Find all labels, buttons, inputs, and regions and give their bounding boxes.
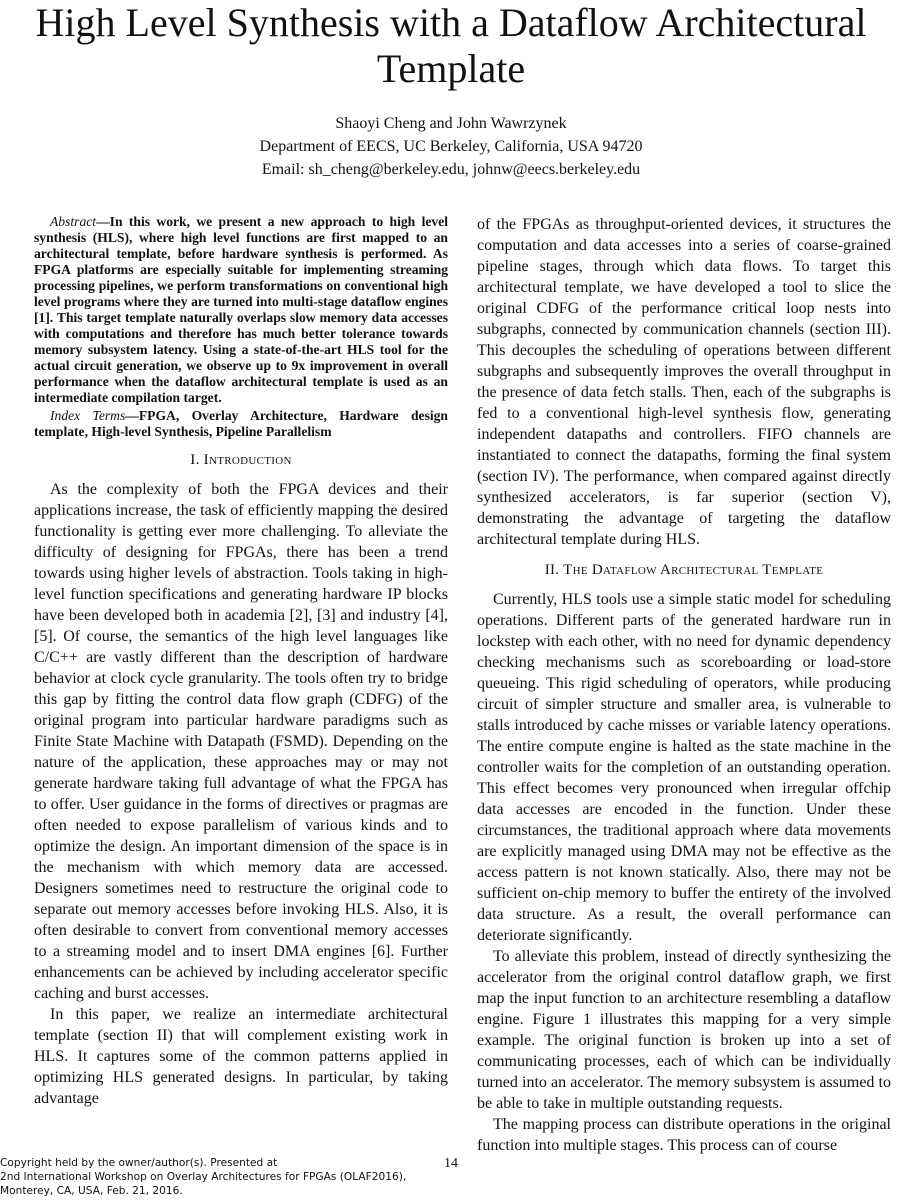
author-block — [0, 112, 902, 181]
page-number: 14 — [444, 1156, 458, 1171]
dataflow-paragraph-1: Currently, HLS tools use a simple static model for scheduling operations. Different parts of the generated hardware run in lockstep with each other, with no need for dynamic dependency checking mechanisms such as scoreboarding or load-store queueing. This rigid scheduling of operators, while producing circuit of simpler structure and smaller area, is vulnerable to stalls introduced by cache misses or variable latency operations. The entire compute engine is halted as the state machine in the controller waits for the completion of an outstanding operation. This effect becomes very pronounced when irregular offchip data accesses are encoded in the function. Under these circumstances, the traditional approach where data movements are explicitly managed using DMA may not be effective as the access pattern is not known statically. Also, there may not be sufficient on-chip memory to buffer the entirety of the involved data structure. As a result, the overall performance can deteriorate significantly. — [477, 591, 891, 944]
paper-title — [0, 0, 902, 92]
title-line-2: Template — [376, 46, 526, 91]
right-column — [477, 214, 891, 1156]
footnote-line-2: 2nd International Workshop on Overlay Architectures for FPGAs (OLAF2016), — [0, 1171, 407, 1183]
intro-paragraph-2-continued: of the FPGAs as throughput-oriented devices, it structures the computation and data accesses into a series of coarse-grained pipeline stages, through which data flows. To target this architectural template, we have developed a tool to slice the original CDFG of the performance critical loop nests into subgraphs, connected by communication channels (section III). This decouples the scheduling of operations between different subgraphs and subsequently improves the overall throughput in the presence of data fetch stalls. Then, each of the subgraphs is fed to a conventional high-level synthesis flow, generating independent datapaths and controllers. FIFO channels are instantiated to connect the datapaths, forming the final system (section IV). The performance, when compared against directly synthesized accelerators, is far superior (section V), demonstrating the advantage of targeting the dataflow architectural template during HLS. — [477, 216, 891, 548]
title-line-1: High Level Synthesis with a Dataflow Architectural — [35, 0, 867, 45]
author-affiliation: Department of EECS, UC Berkeley, California, USA 94720 — [259, 138, 643, 155]
copyright-footnote — [0, 1156, 420, 1198]
footnote-line-1: Copyright held by the owner/author(s). Presented at — [0, 1157, 278, 1169]
section-heading-dataflow-template: II. The Dataflow Architectural Template — [544, 562, 824, 578]
dataflow-paragraph-2: To alleviate this problem, instead of directly synthesizing the accelerator from the original control dataflow graph, we first map the input function to an architecture resembling a dataflow engine. Figure 1 illustrates this mapping for a very simple example. The original function is broken up into a set of communicating processes, each of which can be individually turned into an accelerator. The memory subsystem is assumed to be able to take in multiple outstanding requests. — [477, 948, 891, 1112]
intro-paragraph-1: As the complexity of both the FPGA devices and their applications increase, the task of efficiently mapping the desired functionality is getting ever more challenging. To alleviate the difficulty of designing for FPGAs, there has been a trend towards using higher levels of abstraction. Tools taking in high-level function specifications and generating hardware IP blocks have been developed both in academia [2], [3] and industry [4], [5]. Of course, the semantics of the high level languages like C/C++ are vastly different than the description of hardware behavior at clock cycle granularity. The tools often try to bridge this gap by fitting the control data flow graph (CDFG) of the original program into particular hardware paradigms such as Finite State Machine with Datapath (FSMD). Depending on the nature of the application, these approaches may or may not generate hardware taking full advantage of what the FPGA has to offer. User guidance in the forms of directives or pragmas are often needed to expose parallelism of various kinds and to optimize the design. An important dimension of the space is in the mechanism with which memory data are accessed. Designers sometimes need to restructure the original code to separate out memory accesses before invoking HLS. Also, it is often desirable to convert from conventional memory accesses to a streaming model and to insert DMA engines [6]. Further enhancements can be achieved by including accelerator specific caching and burst accesses. — [34, 481, 448, 1002]
author-email: Email: sh_cheng@berkeley.edu, johnw@eecs.berkeley.edu — [261, 161, 641, 178]
abstract — [34, 214, 448, 406]
section-heading-introduction: I. Introduction — [190, 452, 292, 468]
footnote-line-3: Monterey, CA, USA, Feb. 21, 2016. — [0, 1185, 183, 1197]
abstract-text: —In this work, we present a new approach to high level synthesis (HLS), where high level functions are first mapped to an architectural template, before hardware synthesis is performed. As FPGA platforms are especially suitable for implementing streaming processing pipelines, we perform transformations on conventional high level programs where they are turned into multi-stage dataflow engines [1]. This target template naturally overlaps slow memory data accesses with computations and therefore has much better tolerance towards memory subsystem latency. Using a state-of-the-art HLS tool for the actual circuit generation, we observe up to 9x improvement in overall performance when the dataflow architectural template is used as an intermediate compilation target. — [34, 214, 448, 405]
intro-paragraph-2: In this paper, we realize an intermediate architectural template (section II) that will complement existing work in HLS. It captures some of the common patterns applied in optimizing HLS generated designs. In particular, by taking advantage — [34, 1006, 448, 1107]
dataflow-paragraph-3: The mapping process can distribute operations in the original function into multiple stages. This process can of course — [477, 1116, 891, 1154]
author-names: Shaoyi Cheng and John Wawrzynek — [335, 115, 567, 132]
index-terms-text: —FPGA, Overlay Architecture, Hardware design template, High-level Synthesis, Pipeline Parallelism — [34, 408, 448, 439]
index-terms — [34, 408, 448, 440]
index-terms-lead: Index Terms — [50, 408, 126, 423]
left-column — [34, 214, 448, 1109]
abstract-lead: Abstract — [50, 214, 97, 229]
